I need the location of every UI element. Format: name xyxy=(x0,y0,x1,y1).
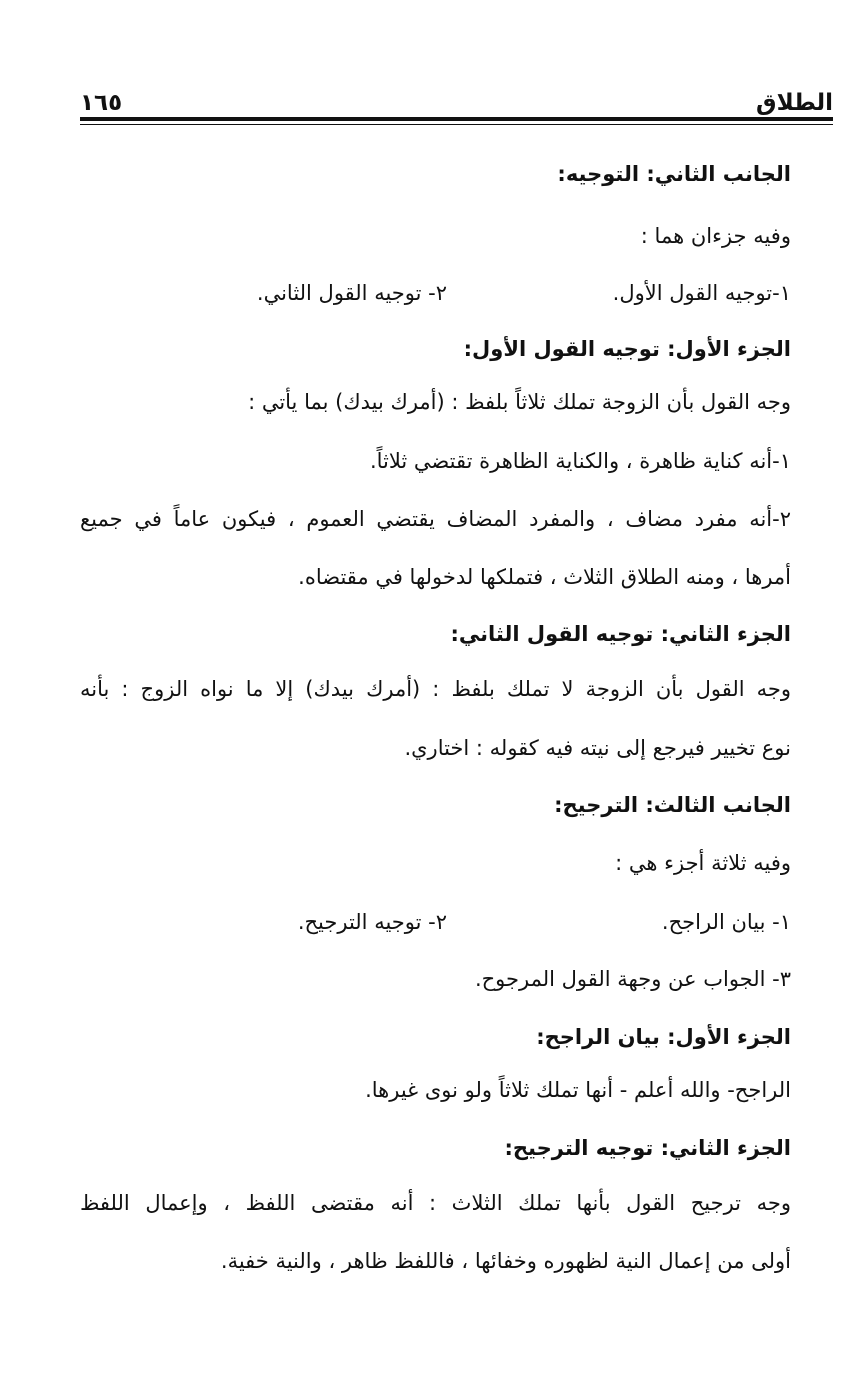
subsection-heading: الجزء الأول: توجيه القول الأول: xyxy=(463,337,791,361)
list-item: ١-أنه كناية ظاهرة ، والكناية الظاهرة تقتضي ثلاثاً. xyxy=(369,449,791,473)
paragraph-line: أولى من إعمال النية لظهوره وخفائها ، فاللفظ ظاهر ، والنية خفية. xyxy=(220,1249,791,1273)
paragraph-line: وجه ترجيح القول بأنها تملك الثلاث : أنه مقتضى اللفظ ، وإعمال اللفظ xyxy=(80,1191,791,1215)
paragraph-line: وفيه ثلاثة أجزء هي : xyxy=(615,851,791,875)
paragraph-line: الراجح- والله أعلم - أنها تملك ثلاثاً ولو نوى غيرها. xyxy=(365,1078,791,1102)
paragraph-line: وفيه جزءان هما : xyxy=(640,224,791,248)
list-item: ٢- توجيه الترجيح. xyxy=(297,910,447,934)
subsection-heading: الجزء الثاني: توجيه الترجيح: xyxy=(504,1136,791,1160)
list-item: ١- بيان الراجح. xyxy=(661,910,791,934)
chapter-title: الطلاق xyxy=(756,90,833,116)
paragraph-line: أمرها ، ومنه الطلاق الثلاث ، فتملكها لدخولها في مقتضاه. xyxy=(298,565,791,589)
section-heading: الجانب الثاني: التوجيه: xyxy=(557,162,791,186)
list-item: ١-توجيه القول الأول. xyxy=(612,281,791,305)
subsection-heading: الجزء الثاني: توجيه القول الثاني: xyxy=(450,622,791,646)
header-rule-thick xyxy=(80,117,833,121)
running-header xyxy=(80,82,833,116)
list-item: ٢-أنه مفرد مضاف ، والمفرد المضاف يقتضي العموم ، فيكون عاماً في جميع xyxy=(80,507,791,531)
list-item: ٢- توجيه القول الثاني. xyxy=(256,281,447,305)
section-heading: الجانب الثالث: الترجيح: xyxy=(554,793,791,817)
page-number: ١٦٥ xyxy=(80,90,123,116)
paragraph-line: وجه القول بأن الزوجة تملك ثلاثاً بلفظ : (أمرك بيدك) بما يأتي : xyxy=(248,390,791,414)
paragraph-line: وجه القول بأن الزوجة لا تملك بلفظ : (أمرك بيدك) إلا ما نواه الزوج : بأنه xyxy=(80,677,791,701)
header-rule-thin xyxy=(80,124,833,125)
list-item: ٣- الجواب عن وجهة القول المرجوح. xyxy=(474,967,791,991)
paragraph-line: نوع تخيير فيرجع إلى نيته فيه كقوله : اختاري. xyxy=(404,736,791,760)
subsection-heading: الجزء الأول: بيان الراجح: xyxy=(536,1025,791,1049)
